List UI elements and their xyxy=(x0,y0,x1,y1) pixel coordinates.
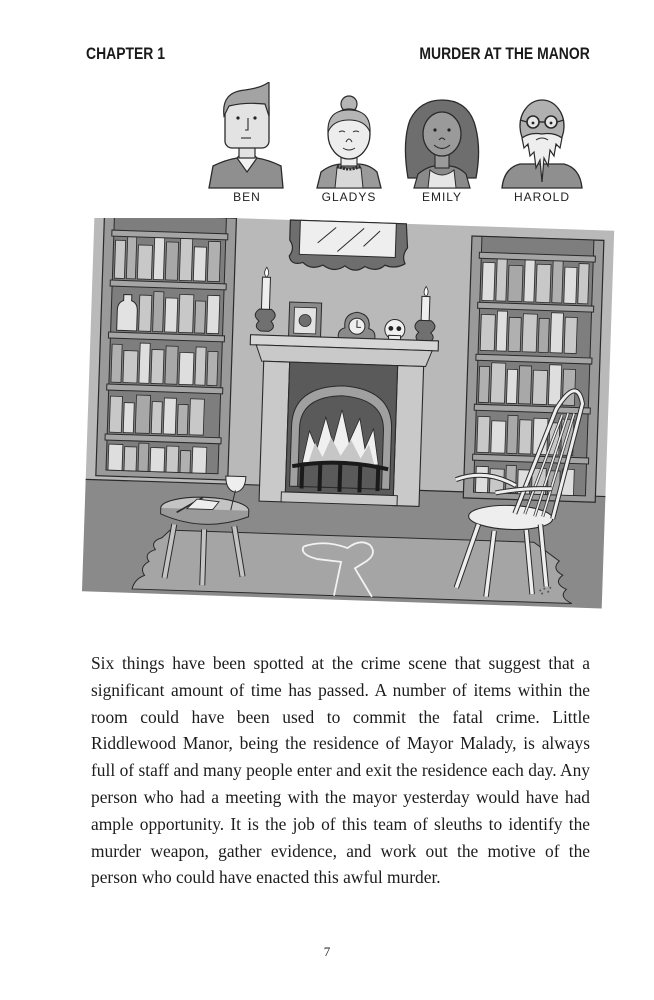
chapter-label: CHAPTER 1 xyxy=(86,44,166,63)
woman-portrait-icon xyxy=(400,82,484,190)
character-name: BEN xyxy=(233,190,261,204)
body-paragraph: Six things have been spotted at the crime scene that suggest that a significant amount of time has passed. A number of items within the room could have been used to commit the fatal crime. Little Riddlewood Manor, being the residence of Mayor Malady, is always full of staff and many people enter and exit the residence each day. Any person who had a meeting with the mayor yesterday would have had ample opportunity. It is the job of this team of sleuths to identify the murder weapon, gather evidence, and work out the motive of the person who could have enacted this awful murder. xyxy=(91,653,590,888)
character-lineup xyxy=(200,82,600,212)
character-ben xyxy=(205,82,289,212)
character-name: EMILY xyxy=(421,190,463,204)
character-name: HAROLD xyxy=(513,190,570,204)
crime-scene-image xyxy=(78,218,618,610)
bearded-man-portrait-icon xyxy=(500,82,584,190)
character-name: GLADYS xyxy=(321,190,377,204)
running-header xyxy=(86,44,590,68)
man-portrait-icon xyxy=(205,82,289,190)
book-title: MURDER AT THE MANOR xyxy=(419,44,590,63)
old-woman-portrait-icon xyxy=(307,82,391,190)
character-harold xyxy=(500,82,584,212)
character-emily xyxy=(400,82,484,212)
bookshelf-left xyxy=(96,218,237,480)
character-gladys xyxy=(307,82,391,212)
page-number: 7 xyxy=(323,944,331,959)
crime-scene-illustration xyxy=(78,218,618,610)
